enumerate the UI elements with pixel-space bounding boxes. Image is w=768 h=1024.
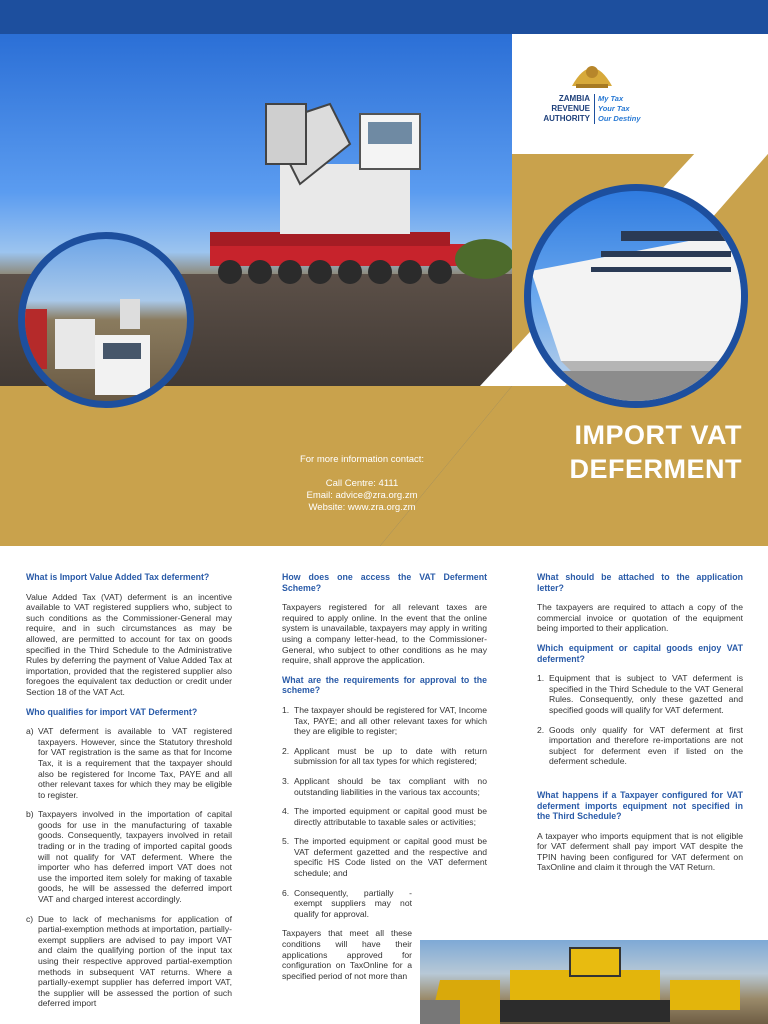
contact-heading: For more information contact: — [299, 454, 425, 465]
bulldozer-photo — [420, 940, 768, 1024]
paragraph-apply-online: Taxpayers registered for all relevant taxes are required to apply online. In the event that the online system is unavailable, taxpayers may apply in writing using a company letter-head, to the Commissioner-General, who subject to other conditions as he may require, shall approve the application. — [282, 602, 487, 666]
call-centre: Call Centre: 4111 — [325, 478, 399, 489]
list-item: c) Due to lack of mechanisms for application of partial-exemption methods at importation, partially-exempt suppliers are advised to pay import VAT and claim the qualifying portion of the input tax using their respective approved partial-exemption methods in subsequent VAT returns. Where a partially-exempt supplier has deferred import VAT, the supplier will be assessed the portion of such deferred import — [26, 913, 232, 1009]
heading-requirements: What are the requirements for approval to the scheme? — [282, 674, 487, 696]
heading-what-is-deferment: What is Import Value Added Tax deferment? — [26, 572, 210, 582]
brochure-title: IMPORT VAT DEFERMENT — [569, 420, 742, 484]
top-color-strip — [0, 0, 768, 34]
list-item: 4. The imported equipment or capital good must be directly attributable to taxable sales or activities; — [282, 806, 487, 827]
paragraph-definition: Value Added Tax (VAT) deferment is an incentive available to VAT registered suppliers who, subject to such conditions as the Commissioner-General may require, and in such circumstances as may be allowed, are permitted to account for tax on goods specified in the Third Schedule to the Administrative Rules by deferring the payment of Value Added Tax at importation, provided that the registered supplier also foregoes the equivalent tax deduction or credit under Section 18 of the VAT Act. — [26, 591, 232, 697]
logo-tagline: My Tax Your Tax Our Destiny — [598, 94, 641, 123]
list-item: 3. Applicant should be tax compliant with no outstanding liabilities in the various tax accounts; — [282, 775, 487, 797]
trucks-photo-circle — [18, 232, 194, 408]
heading-non-specified-import: What happens if a Taxpayer configured for VAT deferment imports equipment not specified in the Third Schedule? — [537, 789, 743, 822]
cruise-ship-photo-circle — [524, 184, 748, 408]
list-item: 2. Goods only qualify for VAT deferment at first importation and therefore re-importations are not subject for deferment even if listed on the deferment schedule. — [537, 724, 743, 767]
heading-eligible-equipment: Which equipment or capital goods enjoy VAT deferment? — [537, 642, 743, 664]
list-item: 1. The taxpayer should be registered for VAT, Income Tax, PAYE; and all other relevant taxes for which they are eligible to register; — [282, 704, 487, 737]
column-2 — [282, 572, 487, 990]
heading-attachments: What should be attached to the application letter? — [537, 572, 743, 593]
contact-website[interactable]: Website: www.zra.org.zm — [308, 502, 416, 513]
list-item: 5. The imported equipment or capital good must be VAT deferment gazetted and the respective and specific HS Code listed on the VAT deferment schedule; and — [282, 836, 487, 879]
heading-how-to-access: How does one access the VAT Deferment Scheme? — [282, 572, 487, 593]
zra-crest-icon — [566, 56, 618, 90]
logo-org-name: ZAMBIA REVENUE AUTHORITY — [543, 94, 590, 123]
list-item: 1. Equipment that is subject to VAT deferment is specified in the Third Schedule to the VAT General Rules. Consequently, only these gazetted and specified goods will qualify for VAT deferment. — [537, 673, 743, 715]
list-item: a) VAT deferment is available to VAT registered taxpayers. However, since the Statutory threshold for VAT registration is the same as that for Income Tax, it is a requirement that the taxpayer should also be registered for Income Tax, PAYE and all other relevant taxes for which they may be eligible to register. — [26, 726, 232, 800]
paragraph-attachments: The taxpayers are required to attach a copy of the commercial invoice or quotation of the equipment being imported to their application. — [537, 602, 743, 634]
cover-hero — [0, 34, 768, 546]
column-1 — [26, 572, 232, 1018]
list-item: b) Taxpayers involved in the importation of capital goods for use in the manufacturing of taxable goods. Consequently, taxpayers involved in retail trading or in the trading of imported capital goods will not qualify for VAT deferment. Where the importer who has deferred import VAT does not use the imported item solely for making of taxable goods, he will be assessed the deferred import VAT and charged interest accordingly. — [26, 809, 232, 905]
paragraph-approval-period: Taxpayers that meet all these conditions will have their applications approved for configuration on TaxOnline for a specified period of not more than — [282, 928, 412, 981]
column-3 — [537, 572, 743, 882]
logo-divider — [594, 94, 595, 124]
contact-email[interactable]: Email: advice@zra.org.zm — [306, 490, 418, 501]
heading-who-qualifies: Who qualifies for import VAT Deferment? — [26, 706, 198, 717]
paragraph-non-specified-import: A taxpayer who imports equipment that is not eligible for VAT deferment shall pay import VAT despite the TPIN having been configured for VAT deferment on TaxOnline and claim it through the VAT Return. — [537, 830, 743, 873]
contact-block — [282, 454, 442, 514]
list-item: 2. Applicant must be up to date with return submission for all tax types for which registered; — [282, 745, 487, 767]
list-item: 6. Consequently, partially - exempt suppliers may not qualify for approval. — [282, 887, 412, 919]
